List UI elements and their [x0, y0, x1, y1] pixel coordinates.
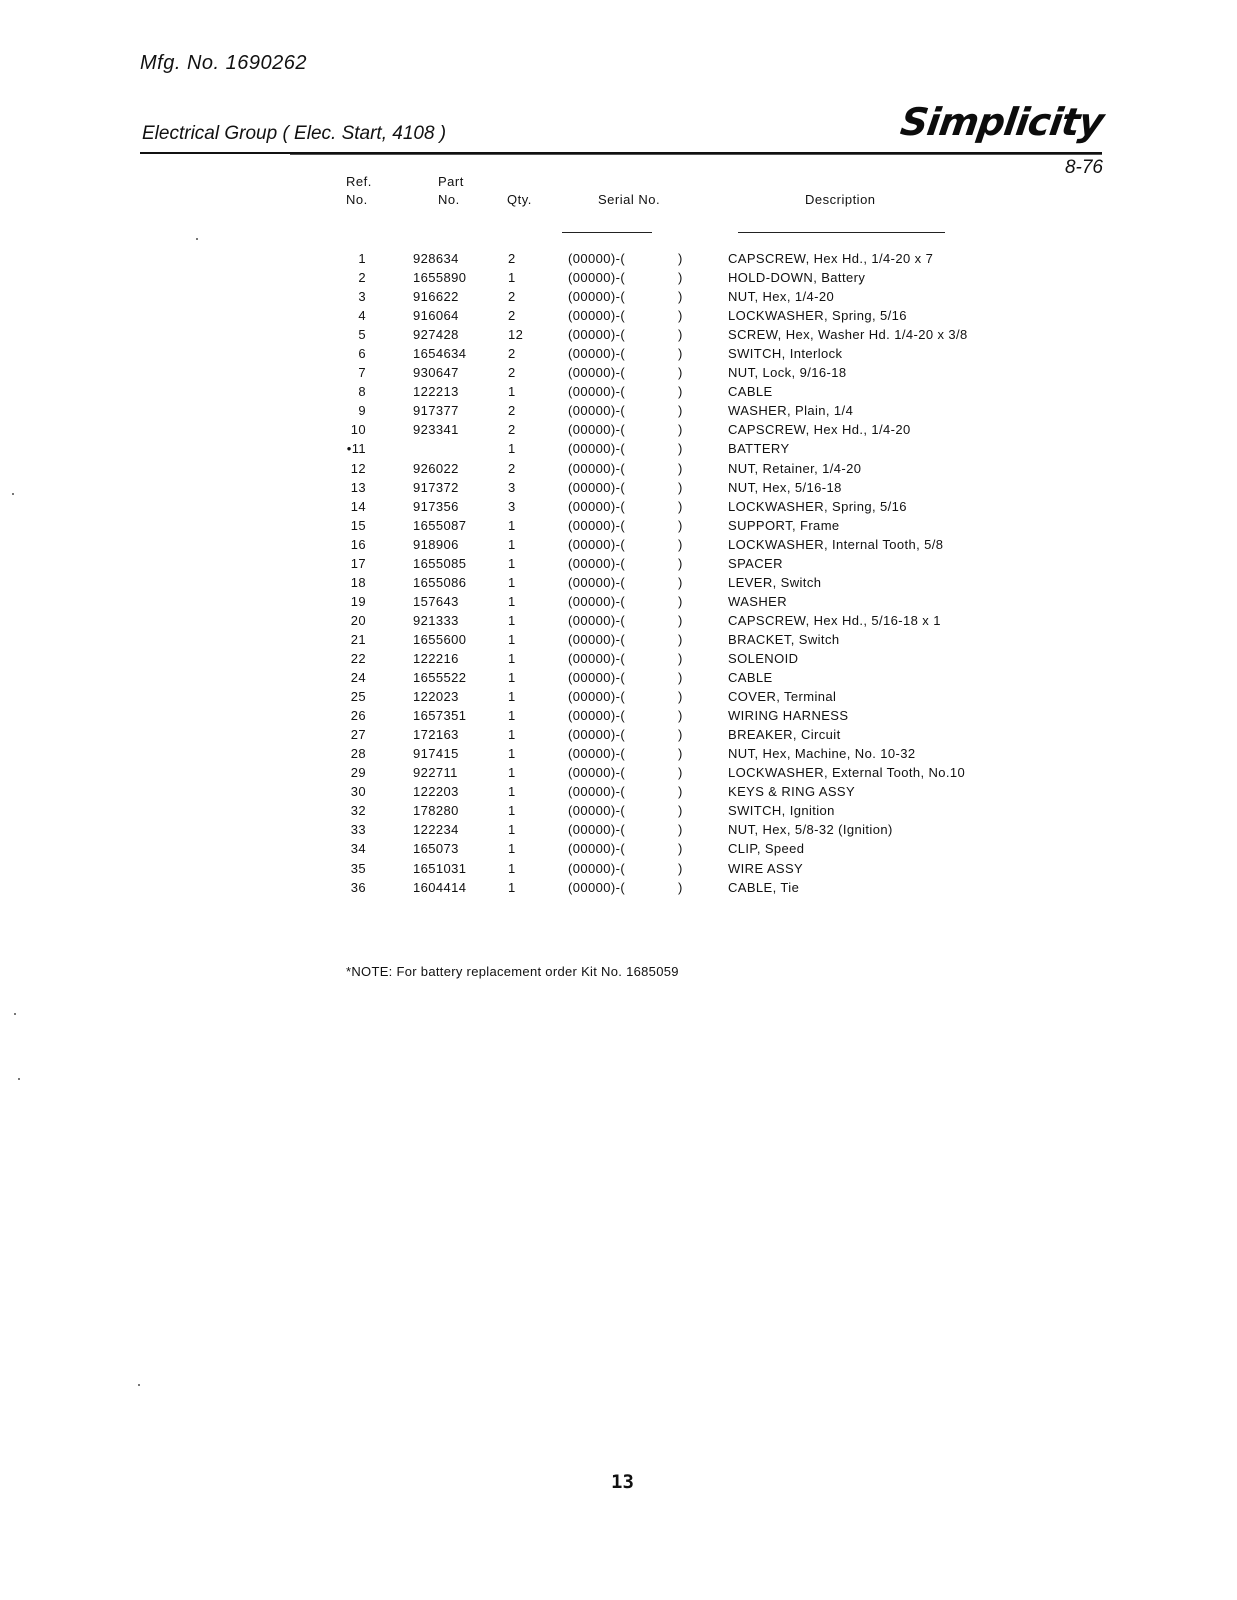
part-number-cell: 157643 — [413, 593, 459, 609]
description-cell: SUPPORT, Frame — [728, 517, 840, 533]
table-row — [330, 401, 968, 420]
qty-cell: 1 — [508, 384, 516, 400]
description-cell: CLIP, Speed — [728, 841, 805, 857]
part-number-cell: 1654634 — [413, 346, 467, 362]
ref-number-cell: 22 — [350, 650, 366, 666]
description-cell: SPACER — [728, 555, 783, 571]
table-row — [330, 820, 968, 839]
serial-cell: (00000)-( — [568, 689, 626, 705]
ref-number-cell: 28 — [350, 746, 366, 762]
description-cell: NUT, Retainer, 1/4-20 — [728, 460, 862, 476]
col-header-ref-line2: No. — [346, 192, 368, 207]
ref-number-cell: 35 — [350, 860, 366, 876]
description-cell: CABLE — [728, 384, 773, 400]
ref-number-cell: 14 — [350, 498, 366, 514]
table-row — [330, 382, 968, 401]
scan-speck — [196, 238, 198, 240]
table-row — [330, 630, 968, 649]
qty-cell: 1 — [508, 670, 516, 686]
qty-cell: 3 — [508, 498, 516, 514]
ref-number-cell: 9 — [358, 403, 366, 419]
ref-number-cell: 17 — [350, 555, 366, 571]
table-row — [330, 725, 968, 744]
ref-number-cell: 10 — [350, 422, 366, 438]
description-cell: SWITCH, Ignition — [728, 803, 835, 819]
part-number-cell: 165073 — [413, 841, 459, 857]
ref-number-cell: 8 — [358, 384, 366, 400]
ref-number-cell: 32 — [350, 803, 366, 819]
table-row — [330, 516, 968, 535]
serial-bracket-cell: ) — [678, 403, 683, 419]
qty-cell: 1 — [508, 860, 516, 876]
ref-number-cell: 34 — [350, 841, 366, 857]
qty-cell: 1 — [508, 879, 516, 895]
qty-cell: 3 — [508, 479, 516, 495]
ref-number-cell: 3 — [358, 289, 366, 305]
part-number-cell: 1655600 — [413, 631, 467, 647]
qty-cell: 1 — [508, 441, 516, 457]
part-number-cell: 1655522 — [413, 670, 467, 686]
qty-cell: 2 — [508, 403, 516, 419]
serial-cell: (00000)-( — [568, 574, 626, 590]
ref-number-cell: 16 — [350, 536, 366, 552]
serial-cell: (00000)-( — [568, 555, 626, 571]
qty-cell: 1 — [508, 631, 516, 647]
serial-bracket-cell: ) — [678, 327, 683, 343]
description-cell: NUT, Lock, 9/16-18 — [728, 365, 847, 381]
qty-cell: 1 — [508, 803, 516, 819]
description-cell: BREAKER, Circuit — [728, 727, 841, 743]
col-header-ref-line1: Ref. — [346, 174, 372, 189]
description-cell: SOLENOID — [728, 650, 799, 666]
ref-number-cell: 30 — [350, 784, 366, 800]
part-number-cell: 172163 — [413, 727, 459, 743]
col-header-serial: Serial No. — [598, 192, 661, 207]
table-row — [330, 287, 968, 306]
ref-number-cell: 6 — [358, 346, 366, 362]
table-row — [330, 573, 968, 592]
serial-cell: (00000)-( — [568, 593, 626, 609]
serial-cell: (00000)-( — [568, 251, 626, 266]
part-number-cell: 930647 — [413, 365, 459, 381]
part-number-cell: 122203 — [413, 784, 459, 800]
qty-cell: 2 — [508, 365, 516, 381]
page-number: 13 — [611, 1471, 634, 1493]
qty-cell: 1 — [508, 689, 516, 705]
table-row — [330, 478, 968, 497]
parts-table — [330, 249, 968, 897]
ref-number-cell: •11 — [346, 441, 366, 457]
description-cell: LOCKWASHER, Spring, 5/16 — [728, 498, 907, 514]
serial-cell: (00000)-( — [568, 841, 626, 857]
description-cell: WIRING HARNESS — [728, 708, 849, 724]
serial-bracket-cell: ) — [678, 784, 683, 800]
serial-cell: (00000)-( — [568, 365, 626, 381]
ref-number-cell: 26 — [350, 708, 366, 724]
qty-cell: 1 — [508, 270, 516, 286]
serial-bracket-cell: ) — [678, 555, 683, 571]
table-row — [330, 363, 968, 382]
serial-bracket-cell: ) — [678, 346, 683, 362]
qty-cell: 1 — [508, 555, 516, 571]
part-number-cell: 122023 — [413, 689, 459, 705]
serial-bracket-cell: ) — [678, 860, 683, 876]
group-title: Electrical Group ( Elec. Start, 4108 ) — [142, 123, 447, 144]
part-number-cell: 923341 — [413, 422, 459, 438]
serial-bracket-cell: ) — [678, 803, 683, 819]
serial-cell: (00000)-( — [568, 650, 626, 666]
serial-bracket-cell: ) — [678, 708, 683, 724]
part-number-cell: 178280 — [413, 803, 459, 819]
description-cell: WASHER, Plain, 1/4 — [728, 403, 854, 419]
ref-number-cell: 7 — [358, 365, 366, 381]
table-row — [330, 592, 968, 611]
description-cell: HOLD-DOWN, Battery — [728, 270, 866, 286]
part-number-cell: 1651031 — [413, 860, 467, 876]
qty-cell: 2 — [508, 251, 516, 266]
ref-number-cell: 13 — [350, 479, 366, 495]
description-underline — [738, 232, 945, 233]
table-row — [330, 782, 968, 801]
serial-bracket-cell: ) — [678, 670, 683, 686]
qty-cell: 2 — [508, 308, 516, 324]
serial-bracket-cell: ) — [678, 650, 683, 666]
description-cell: BRACKET, Switch — [728, 631, 840, 647]
serial-bracket-cell: ) — [678, 498, 683, 514]
table-row — [330, 687, 968, 706]
ref-number-cell: 18 — [350, 574, 366, 590]
serial-cell: (00000)-( — [568, 536, 626, 552]
serial-cell: (00000)-( — [568, 403, 626, 419]
serial-cell: (00000)-( — [568, 441, 626, 457]
description-cell: NUT, Hex, 5/8-32 (Ignition) — [728, 822, 893, 838]
brand-logo: Simplicity — [898, 100, 1107, 144]
description-cell: CABLE, Tie — [728, 879, 800, 895]
parts-table-body — [330, 249, 968, 897]
serial-cell: (00000)-( — [568, 670, 626, 686]
table-row — [330, 535, 968, 554]
ref-number-cell: 20 — [350, 612, 366, 628]
serial-cell: (00000)-( — [568, 612, 626, 628]
qty-cell: 1 — [508, 650, 516, 666]
description-cell: LOCKWASHER, Spring, 5/16 — [728, 308, 907, 324]
header-rule-secondary — [290, 154, 1102, 155]
part-number-cell: 917372 — [413, 479, 459, 495]
ref-number-cell: 33 — [350, 822, 366, 838]
ref-number-cell: 25 — [350, 689, 366, 705]
serial-cell: (00000)-( — [568, 289, 626, 305]
ref-number-cell: 5 — [358, 327, 366, 343]
part-number-cell: 1655085 — [413, 555, 467, 571]
col-header-part-line2: No. — [438, 192, 460, 207]
description-cell: WASHER — [728, 593, 787, 609]
description-cell: LOCKWASHER, External Tooth, No.10 — [728, 765, 966, 781]
serial-bracket-cell: ) — [678, 384, 683, 400]
part-number-cell: 917356 — [413, 498, 459, 514]
ref-number-cell: 12 — [350, 460, 366, 476]
serial-bracket-cell: ) — [678, 422, 683, 438]
serial-bracket-cell: ) — [678, 270, 683, 286]
part-number-cell: 918906 — [413, 536, 459, 552]
description-cell: NUT, Hex, 1/4-20 — [728, 289, 835, 305]
table-row — [330, 668, 968, 687]
part-number-cell: 122213 — [413, 384, 459, 400]
table-row — [330, 744, 968, 763]
part-number-cell: 927428 — [413, 327, 459, 343]
scan-speck — [138, 1384, 140, 1386]
ref-number-cell: 36 — [350, 879, 366, 895]
qty-cell: 1 — [508, 708, 516, 724]
table-row — [330, 801, 968, 820]
description-cell: LEVER, Switch — [728, 574, 822, 590]
serial-cell: (00000)-( — [568, 327, 626, 343]
serial-cell: (00000)-( — [568, 708, 626, 724]
serial-cell: (00000)-( — [568, 460, 626, 476]
table-row — [330, 306, 968, 325]
table-row — [330, 439, 968, 458]
qty-cell: 1 — [508, 517, 516, 533]
qty-cell: 1 — [508, 841, 516, 857]
serial-bracket-cell: ) — [678, 308, 683, 324]
part-number-cell: 926022 — [413, 460, 459, 476]
scan-speck — [12, 493, 14, 495]
table-row — [330, 554, 968, 573]
table-row — [330, 497, 968, 516]
col-header-part-line1: Part — [438, 174, 464, 189]
ref-number-cell: 15 — [350, 517, 366, 533]
col-header-description: Description — [805, 192, 876, 207]
serial-bracket-cell: ) — [678, 251, 683, 266]
table-row — [330, 763, 968, 782]
qty-cell: 1 — [508, 536, 516, 552]
qty-cell: 2 — [508, 346, 516, 362]
description-cell: COVER, Terminal — [728, 689, 837, 705]
description-cell: CABLE — [728, 670, 773, 686]
scan-speck — [14, 1013, 16, 1015]
qty-cell: 12 — [508, 327, 524, 343]
serial-underline — [562, 232, 652, 233]
serial-bracket-cell: ) — [678, 765, 683, 781]
qty-cell: 2 — [508, 289, 516, 305]
table-row — [330, 859, 968, 878]
part-number-cell: 122216 — [413, 650, 459, 666]
part-number-cell: 916622 — [413, 289, 459, 305]
qty-cell: 1 — [508, 612, 516, 628]
ref-number-cell: 29 — [350, 765, 366, 781]
serial-bracket-cell: ) — [678, 841, 683, 857]
mfg-number: Mfg. No. 1690262 — [140, 52, 307, 74]
part-number-cell: 916064 — [413, 308, 459, 324]
qty-cell: 1 — [508, 784, 516, 800]
table-row — [330, 611, 968, 630]
serial-bracket-cell: ) — [678, 689, 683, 705]
description-cell: CAPSCREW, Hex Hd., 5/16-18 x 1 — [728, 612, 941, 628]
ref-number-cell: 2 — [358, 270, 366, 286]
serial-bracket-cell: ) — [678, 822, 683, 838]
description-cell: CAPSCREW, Hex Hd., 1/4-20 — [728, 422, 911, 438]
serial-bracket-cell: ) — [678, 631, 683, 647]
serial-cell: (00000)-( — [568, 631, 626, 647]
ref-number-cell: 4 — [358, 308, 366, 324]
description-cell: NUT, Hex, 5/16-18 — [728, 479, 842, 495]
qty-cell: 2 — [508, 460, 516, 476]
description-cell: LOCKWASHER, Internal Tooth, 5/8 — [728, 536, 944, 552]
serial-bracket-cell: ) — [678, 612, 683, 628]
serial-cell: (00000)-( — [568, 422, 626, 438]
serial-bracket-cell: ) — [678, 727, 683, 743]
serial-bracket-cell: ) — [678, 365, 683, 381]
table-row — [330, 420, 968, 439]
serial-bracket-cell: ) — [678, 517, 683, 533]
table-row — [330, 839, 968, 858]
ref-number-cell: 19 — [350, 593, 366, 609]
description-cell: NUT, Hex, Machine, No. 10-32 — [728, 746, 916, 762]
qty-cell: 1 — [508, 727, 516, 743]
revision-date: 8-76 — [1064, 157, 1103, 178]
part-number-cell: 1655890 — [413, 270, 467, 286]
serial-bracket-cell: ) — [678, 746, 683, 762]
serial-bracket-cell: ) — [678, 879, 683, 895]
part-number-cell: 1655086 — [413, 574, 467, 590]
serial-cell: (00000)-( — [568, 784, 626, 800]
serial-bracket-cell: ) — [678, 289, 683, 305]
ref-number-cell: 21 — [350, 631, 366, 647]
part-number-cell: 1655087 — [413, 517, 467, 533]
part-number-cell: 928634 — [413, 251, 459, 266]
serial-cell: (00000)-( — [568, 346, 626, 362]
table-row — [330, 649, 968, 668]
part-number-cell: 1604414 — [413, 879, 467, 895]
part-number-cell: 922711 — [413, 765, 458, 781]
serial-cell: (00000)-( — [568, 498, 626, 514]
battery-note: *NOTE: For battery replacement order Kit No. 1685059 — [346, 964, 679, 979]
table-row — [330, 268, 968, 287]
serial-cell: (00000)-( — [568, 270, 626, 286]
table-row — [330, 706, 968, 725]
table-row — [330, 325, 968, 344]
serial-cell: (00000)-( — [568, 879, 626, 895]
serial-cell: (00000)-( — [568, 746, 626, 762]
description-cell: KEYS & RING ASSY — [728, 784, 856, 800]
qty-cell: 1 — [508, 574, 516, 590]
serial-cell: (00000)-( — [568, 765, 626, 781]
serial-cell: (00000)-( — [568, 517, 626, 533]
qty-cell: 1 — [508, 746, 516, 762]
part-number-cell: 921333 — [413, 612, 459, 628]
serial-bracket-cell: ) — [678, 574, 683, 590]
description-cell: SWITCH, Interlock — [728, 346, 843, 362]
table-row — [330, 459, 968, 478]
qty-cell: 1 — [508, 765, 516, 781]
serial-cell: (00000)-( — [568, 727, 626, 743]
part-number-cell: 917377 — [413, 403, 459, 419]
ref-number-cell: 1 — [358, 251, 366, 266]
description-cell: SCREW, Hex, Washer Hd. 1/4-20 x 3/8 — [728, 327, 968, 343]
part-number-cell: 1657351 — [413, 708, 467, 724]
serial-cell: (00000)-( — [568, 384, 626, 400]
serial-cell: (00000)-( — [568, 479, 626, 495]
table-row — [330, 344, 968, 363]
qty-cell: 2 — [508, 422, 516, 438]
serial-bracket-cell: ) — [678, 593, 683, 609]
serial-bracket-cell: ) — [678, 460, 683, 476]
ref-number-cell: 27 — [350, 727, 366, 743]
serial-bracket-cell: ) — [678, 536, 683, 552]
table-row — [330, 249, 968, 268]
table-row — [330, 878, 968, 897]
ref-number-cell: 24 — [350, 670, 366, 686]
serial-cell: (00000)-( — [568, 308, 626, 324]
part-number-cell: 917415 — [413, 746, 459, 762]
serial-bracket-cell: ) — [678, 479, 683, 495]
serial-cell: (00000)-( — [568, 822, 626, 838]
qty-cell: 1 — [508, 822, 516, 838]
description-cell: WIRE ASSY — [728, 860, 804, 876]
description-cell: CAPSCREW, Hex Hd., 1/4-20 x 7 — [728, 251, 934, 266]
part-number-cell: 122234 — [413, 822, 459, 838]
serial-cell: (00000)-( — [568, 860, 626, 876]
qty-cell: 1 — [508, 593, 516, 609]
serial-cell: (00000)-( — [568, 803, 626, 819]
description-cell: BATTERY — [728, 441, 790, 457]
col-header-qty: Qty. — [507, 192, 532, 207]
part-number-cell — [366, 439, 508, 458]
scan-speck — [18, 1078, 20, 1080]
serial-bracket-cell: ) — [678, 441, 683, 457]
